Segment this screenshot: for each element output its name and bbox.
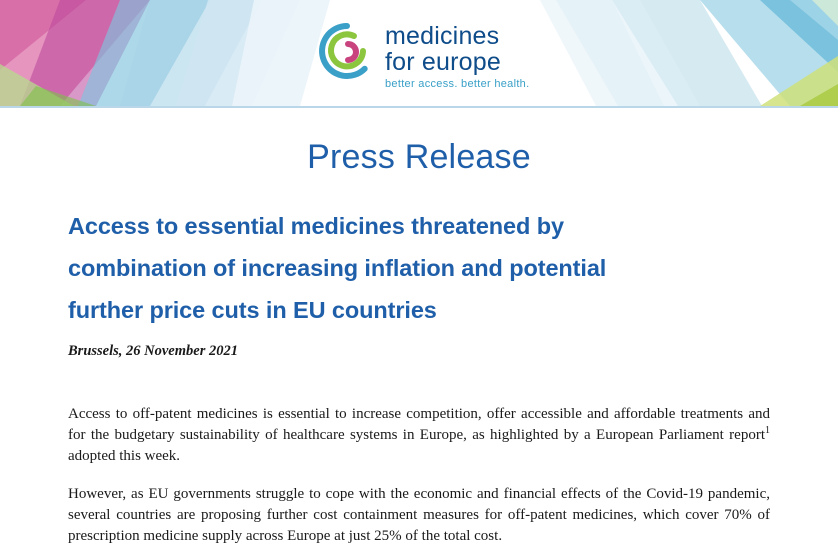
headline-line-1: Access to essential medicines threatened by xyxy=(68,213,564,239)
dateline: Brussels, 26 November 2021 xyxy=(68,343,238,359)
logo-wordmark xyxy=(385,22,529,91)
logo-line-1: medicines xyxy=(385,22,500,50)
page-title: Press Release xyxy=(307,138,531,176)
headline-line-3: further price cuts in EU countries xyxy=(68,297,437,323)
header-banner xyxy=(0,0,838,108)
logo-tagline: better access. better health. xyxy=(385,78,530,90)
logo-line-2: for europe xyxy=(385,48,501,76)
headline-line-2: combination of increasing inflation and potential xyxy=(68,255,607,281)
paragraph-1 xyxy=(68,404,770,467)
paragraph-1-text: Access to off-patent medicines is essential to increase competition, offer accessible and affordable treatments and for the budgetary sustainability of healthcare systems in Europe, as highlighted by a European Parliament report xyxy=(68,406,770,443)
banner-bottom-rule xyxy=(0,106,838,108)
headline xyxy=(68,205,770,331)
footnote-marker: 1 xyxy=(765,425,770,436)
document-body xyxy=(0,138,838,547)
logo-mark-icon xyxy=(318,22,376,80)
paragraph-1-text-tail: adopted this week. xyxy=(68,448,181,464)
paragraph-2: However, as EU governments struggle to cope with the economic and financial effects of the Covid-19 pandemic, several countries are proposing further cost containment measures for off-patent medicines, which cover 70% of prescription medicine supply across Europe at just 25% of the total cost. xyxy=(68,486,770,544)
logo xyxy=(318,22,529,91)
